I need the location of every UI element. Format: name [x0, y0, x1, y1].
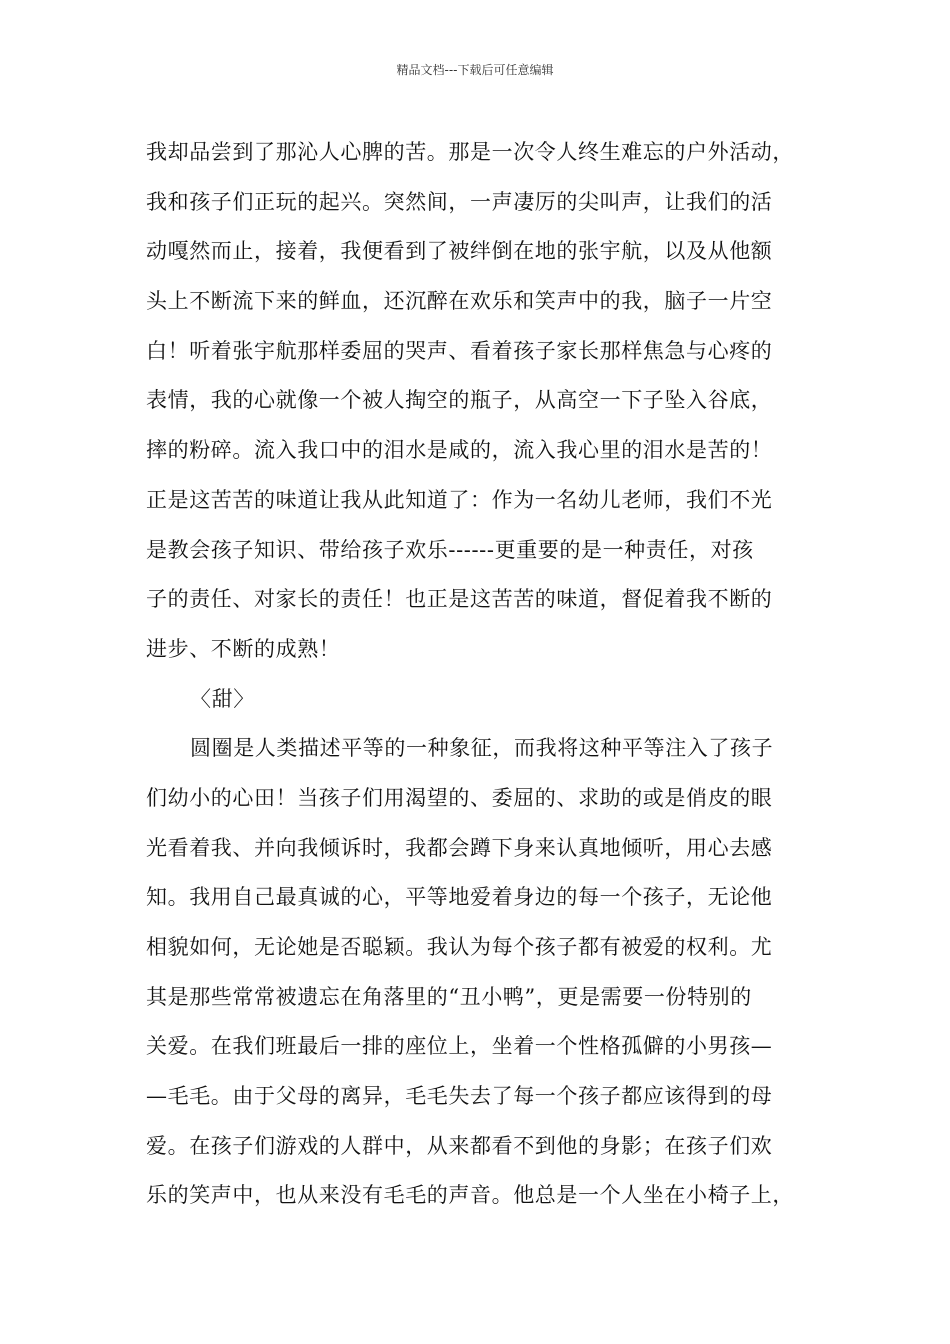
text-line: 是教会孩子知识、带给孩子欢乐------更重要的是一种责任，对孩 — [146, 537, 754, 562]
text-line: 动嘎然而止，接着，我便看到了被绊倒在地的张宇航，以及从他额 — [146, 239, 773, 264]
text-line: 正是这苦苦的味道让我从此知道了：作为一名幼儿老师，我们不光 — [146, 487, 773, 512]
text-line: 知。我用自己最真诚的心，平等地爱着身边的每一个孩子，无论他 — [146, 885, 773, 910]
text-line: —毛毛。由于父母的离异，毛毛失去了每一个孩子都应该得到的母 — [146, 1084, 773, 1109]
text-line: 其是那些常常被遗忘在角落里的“丑小鸭”，更是需要一份特别的 — [146, 984, 752, 1009]
text-line: 们幼小的心田！当孩子们用渴望的、委屈的、求助的或是俏皮的眼 — [146, 785, 773, 810]
text-line: 我却品尝到了那沁人心脾的苦。那是一次令人终生难忘的户外活动， — [146, 140, 794, 164]
page-header: 精品文档---下载后可任意编辑 — [396, 63, 554, 77]
text-line: 子的责任、对家长的责任！也正是这苦苦的味道，督促着我不断的 — [146, 587, 773, 612]
text-line: 我和孩子们正玩的起兴。突然间，一声凄厉的尖叫声，让我们的活 — [146, 189, 773, 214]
text-line: 表情，我的心就像一个被人掏空的瓶子，从高空一下子坠入谷底， — [146, 388, 773, 413]
text-line: 进步、不断的成熟！ — [146, 636, 341, 661]
document-body — [146, 128, 836, 1221]
text-line: 乐的笑声中，也从来没有毛毛的声音。他总是一个人坐在小椅子上， — [146, 1183, 794, 1208]
text-line: 关爱。在我们班最后一排的座位上，坐着一个性格孤僻的小男孩— — [146, 1034, 773, 1059]
text-line: 相貌如何，无论她是否聪颖。我认为每个孩子都有被爱的权利。尤 — [146, 935, 773, 959]
text-line: 爱。在孩子们游戏的人群中，从来都看不到他的身影；在孩子们欢 — [146, 1133, 773, 1158]
text-line: 头上不断流下来的鲜血，还沉醉在欢乐和笑声中的我，脑子一片空 — [146, 289, 773, 314]
paragraph-start-line: 圆圈是人类描述平等的一种象征，而我将这种平等注入了孩子 — [190, 736, 774, 761]
section-heading-sweet: 〈甜〉 — [190, 686, 255, 711]
text-line: 摔的粉碎。流入我口中的泪水是咸的，流入我心里的泪水是苦的！ — [146, 438, 773, 463]
text-line: 白！听着张宇航那样委屈的哭声、看着孩子家长那样焦急与心疼的 — [146, 338, 773, 363]
text-line: 光看着我、并向我倾诉时，我都会蹲下身来认真地倾听，用心去感 — [146, 835, 773, 860]
